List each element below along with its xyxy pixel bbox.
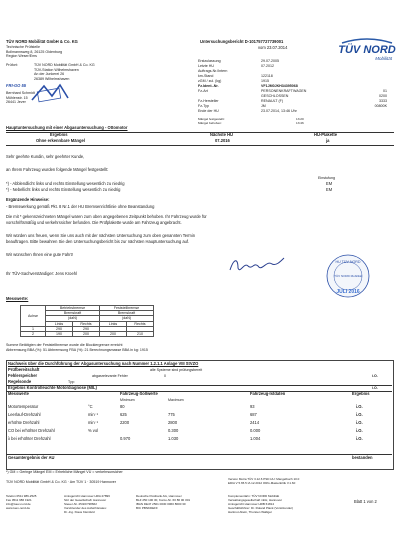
mess-result: i.O. — [356, 436, 363, 441]
hu-section-title: Hauptuntersuchung mit einer Abgasuntersuchung - Ottomotor — [6, 125, 128, 130]
mess-ist: 2414 — [250, 420, 260, 425]
paragraph-line: beauftragen. Bitte bewahren Sie den Untersuchungsbericht bis zur nächsten Hauptuntersuchung auf. — [6, 239, 190, 244]
seal-center: TÜV NORD Mobilität — [334, 274, 362, 278]
vehicle-code: 3333 — [379, 99, 387, 103]
mess-max: 0.300 — [168, 428, 179, 433]
ist-label: Fahrzeug-Istdaten — [250, 391, 286, 396]
tuev-nord-logo — [338, 33, 396, 63]
mess-min: 625 — [120, 412, 127, 417]
version-info: EDIA V 5.65.5 IA 12.2012 ORG-Masterkritik V.1.60 — [228, 481, 296, 485]
finding-grade: EM — [326, 181, 333, 186]
fehler-value: abgasrelevante Fehler — [92, 374, 128, 378]
finding-grade: EM — [326, 187, 333, 192]
table-row — [8, 405, 363, 410]
remarks-title: Ergänzende Hinweise: — [6, 197, 50, 202]
au-total-label: Gesamtergebnis der AU — [8, 455, 55, 460]
footer-col: Amtsgericht Hannover HRA 27896 Sitz der Gesellschaft: Hannover Steuer-Nr. 25/207/38662 Vorsitzender des Aufsichtsrates: Dr.-Ing. Klaus Kleinfeld — [64, 494, 110, 514]
salutation: Sehr geehrte Kundin, sehr geehrter Kunde, — [6, 154, 85, 159]
sender-line: Bollmannsweg 8, 26125 Oldenburg — [6, 49, 63, 54]
mess-max: 775 — [168, 412, 175, 417]
signer: Ihr TÜV-Sachverständiger: Jens Kroehl — [6, 271, 77, 276]
mess-unit: % vol — [88, 428, 99, 433]
brake-table — [20, 305, 154, 337]
info-value: RENAULT (F) — [261, 99, 284, 103]
info-label: Fz-Typ — [198, 104, 209, 108]
table-row — [8, 429, 363, 434]
footer-col: Komplementärin: TÜV NORD Mobilität Verwaltungsgesellschaft mbH, Hannover Amtsgericht Hannover HRB 61814 Geschäftsführer: Dr. Roland Plank (Vorsitzender) Hartmut Abeln, Thorsten Walliger — [228, 494, 294, 514]
pruefort-line: TÜV NORD Mobilität GmbH & Co. KG — [34, 63, 95, 67]
regel-label: Regelsonde — [8, 379, 32, 384]
mess-name: CO bei erhöhter Drehzahl — [8, 428, 55, 433]
regel-value: Typ: — [68, 380, 75, 384]
max-label: Maximum — [168, 398, 184, 402]
cell-axle: 1 — [21, 326, 46, 331]
info-label — [198, 94, 253, 98]
blue-stamp-icon — [30, 82, 70, 106]
mess-min: 0.970 — [120, 436, 131, 441]
footnote: *) GM = Geringe Mängel EM = Erhebliche Mängel VU = verkehrsunsicher — [6, 470, 123, 474]
footer-col: Deutsche Postbank AG, Hannover BLZ 250 100 30, Konto-Nr. 60 86 00 301 IBAN DE47 2501 0030 0060 8600 30 BIC PBNKDEFF — [136, 494, 191, 510]
paragraph-line: Wir würden uns freuen, wenn Sie uns auch mit der nächsten Untersuchung zum oben genannten Termin — [6, 233, 196, 238]
mess-unit: min⁻¹ — [88, 412, 99, 417]
seal-ring: HU TÜV NORD — [335, 260, 361, 264]
hu-plakette: ja — [326, 138, 330, 143]
recipient-stamp: FRI-GO 55 — [6, 83, 27, 88]
mess-max — [168, 405, 250, 410]
col-rechts: Rechts — [73, 321, 100, 326]
mess-result: i.O. — [356, 420, 363, 425]
mess-unit: °C — [88, 404, 93, 409]
cell: 190 — [46, 332, 73, 337]
hu-result: Ohne erkennbare Mängel — [36, 138, 85, 143]
mess-ist: 93 — [250, 404, 255, 409]
mess-result: i.O. — [356, 428, 363, 433]
col-betriebsbremse: Betriebsbremse — [46, 306, 100, 311]
cell: 200 — [100, 332, 127, 337]
hu-col-plakette: HU-Plakette — [314, 132, 337, 137]
recipient-line: Mühlenstr. 15 — [6, 95, 28, 100]
page-number: Blatt 1 von 2 — [354, 499, 377, 504]
info-value: 29.07.2005 — [261, 59, 279, 63]
recipient-line: 26441 Jever — [6, 100, 26, 104]
mess-ist: 1.004 — [250, 436, 261, 441]
soll-label: Fahrzeug-Sollwerte — [120, 391, 158, 396]
sender-company: TÜV NORD Mobilität GmbH & Co. KG — [6, 39, 78, 44]
info-label: Letzte HU — [198, 64, 214, 68]
hu-col-next: Nächste HU — [210, 132, 233, 137]
pruefort-label: Prüfort: — [6, 63, 18, 67]
vehicle-code: 0200 — [379, 94, 387, 98]
pruefort-line: An der Junkerei 26 — [34, 72, 65, 76]
col-rechts: Rechts — [127, 321, 154, 326]
info-value: 23.07.2014, 13:46 Uhr — [261, 109, 297, 113]
mess-name: λ bei erhöhter Drehzahl — [8, 436, 51, 441]
info-label: Ende der HU — [198, 109, 219, 113]
ergebnis-label: Ergebnis — [352, 391, 370, 396]
sub-bremskraft: Bremskraft — [46, 311, 100, 316]
report-title: Untersuchungsbericht D-101757727739001 — [200, 39, 284, 44]
result-io: i.O. — [372, 386, 378, 390]
hu-next: 07.2016 — [215, 138, 230, 143]
table-row — [8, 437, 363, 442]
cell: 290 — [46, 326, 73, 331]
cell: 210 — [127, 332, 154, 337]
mess-max: 2800 — [168, 420, 178, 425]
fehler-label: Fehlerspeicher — [8, 373, 38, 378]
brake-summary: Abbremsung BBA (%): 51 Abbremsung FBA (%): 21 Berechnungsmasse BBA in kg: 1915 — [6, 348, 148, 352]
signature-icon — [226, 254, 286, 278]
brake-summary: Summe Betätigten der Feststellbremse wurde die Blockiergrenze erreicht — [6, 343, 123, 347]
maengel-label: Mängel behoben: — [198, 121, 222, 125]
mess-name: erhöhte Drehzahl — [8, 420, 40, 425]
mess-name: Motortemperatur — [8, 404, 39, 409]
hu-col-result: Ergebnis — [50, 132, 68, 137]
result-io: i.O. — [372, 374, 378, 378]
report-date: vom 23.07.2014 — [258, 45, 288, 50]
hu-plakette-seal — [326, 254, 370, 298]
table-row — [8, 421, 363, 426]
pruef-label: Prüfbereitschaft — [8, 367, 40, 372]
info-value: 07.2012 — [261, 64, 274, 68]
col-links: Links — [46, 321, 73, 326]
maengel-label: Mängel festgestellt: — [198, 117, 225, 121]
finding-text: *) - Abblendlicht links und rechts Einstellung wesentlich zu niedrig — [6, 181, 125, 186]
cell: 200 — [73, 332, 100, 337]
recipient-line: Bernhard Schmidt — [6, 91, 35, 95]
mess-unit: min⁻¹ — [88, 420, 99, 425]
mess-ist: 0.000 — [250, 428, 261, 433]
footer-company: TÜV NORD Mobilität GmbH & Co. KG · Am TÜV 1 · 30519 Hannover — [6, 480, 116, 484]
au-title: Nachweis über die Durchführung der Abgasuntersuchung nach Nummer 1.2.1.1 Anlage VIII StVZO — [8, 361, 199, 366]
recipient-address — [6, 84, 64, 124]
vehicle-code: 01 — [383, 89, 387, 93]
mess-result: i.O. — [356, 404, 363, 409]
logo-subtitle: Mobilität — [375, 56, 392, 61]
findings-intro: an Ihrem Fahrzeug wurden folgende Mängel festgestellt: — [6, 167, 109, 172]
mess-max: 1.030 — [168, 436, 179, 441]
col-links: Links — [100, 321, 127, 326]
closing: Wir wünschen Ihnen eine gute Fahrt! — [6, 252, 73, 257]
cell-axle: 2 — [21, 332, 46, 337]
messwerte-title: Messwerte: — [6, 296, 29, 301]
pruef-value: alle Systeme sind prüfungsbereit — [150, 368, 203, 372]
logo-wordmark: TÜV NORD — [338, 44, 396, 56]
info-label: Fz-Hersteller — [198, 99, 219, 103]
mess-name: Leerlauf-Drehzahl — [8, 412, 41, 417]
fehler-count: 0 — [164, 374, 166, 378]
sub-unit: (daN) — [100, 316, 154, 321]
sub-bremskraft: Bremskraft — [100, 311, 154, 316]
remarks-text: - Bremswerkung gemäß Pkt. 8 Nr.1 der HU Bremsenrichtlinie ohne Beanstandung — [6, 204, 155, 209]
info-label: Fz.Ident.-Nr. — [198, 84, 219, 88]
info-value: VF1JM0JKH34395068 — [261, 84, 298, 88]
paragraph-line: vorschriftsmäßig und verkehrssicher befunden. Die Prüfplakette wurde am Fahrzeug angebracht. — [6, 220, 182, 225]
maengel-value: 13:46 — [296, 121, 304, 125]
pruefort-line: 26389 Wilhelmshaven — [34, 76, 70, 81]
sender-line: Region Weser/Ems — [6, 54, 37, 58]
version-info: Version Motra TÜV 3.12.6 PSD HU: Mangelbuch 10.0 — [228, 477, 300, 481]
mess-ist: 687 — [250, 412, 257, 417]
mess-min — [120, 429, 168, 434]
einstufung-label: Einstufung — [318, 176, 335, 180]
maengel-value: 13:20 — [296, 117, 304, 121]
table-row — [8, 413, 363, 418]
mess-min: 2200 — [120, 420, 130, 425]
vehicle-code: 00800K — [374, 104, 387, 108]
mess-result: i.O. — [356, 412, 363, 417]
sub-unit: (daN) — [46, 316, 100, 321]
paragraph-line: Die mit * gekennzeichneten Mängel waren zum oben angegebenen Zeitpunkt behoben. Ihr Fahrzeug wurde für — [6, 214, 207, 219]
info-value: PERSONENKRAFTWAGEN — [261, 89, 307, 93]
seal-month: JULI 2016 — [336, 289, 360, 295]
col-achse: Achse — [21, 306, 46, 327]
info-value: 1915 — [261, 79, 269, 83]
pruefort-line: TÜV-Station Wilhelmshaven — [34, 67, 79, 72]
kontroll-title: Ergebnis Kontrolleuchte Motordiagnose (MIL) — [8, 385, 97, 390]
sender-line: Technische Prüfstelle — [6, 45, 40, 49]
info-value: JM — [261, 104, 266, 108]
col-feststellbremse: Feststellbremse — [100, 306, 154, 311]
info-label: Auftrags-Nr./Intern — [198, 69, 228, 73]
info-label: km-Stand — [198, 74, 214, 78]
mess-min: 80 — [120, 404, 125, 409]
mess-unit — [88, 437, 120, 442]
table-row — [21, 332, 154, 337]
info-label: Erstzulassung — [198, 59, 221, 63]
min-label: Minimum — [120, 398, 135, 402]
info-label: Fz-Art — [198, 89, 208, 93]
info-value: GESCHLOSSEN — [261, 94, 289, 98]
finding-text: *) - Nebellicht links und rechts Einstellung wesentlich zu niedrig — [6, 187, 121, 192]
mess-label: Messwerte — [8, 391, 29, 396]
au-total-value: bestanden — [352, 455, 373, 460]
info-value: 122118 — [261, 74, 273, 78]
info-label: zGM / zul. (kg) — [198, 79, 222, 83]
cell: 290 — [73, 326, 100, 331]
footer-col: Telefon 0511 986-2525 Fax 0511 986 1921 info@tuev-nord.de www.tuev-nord.de — [6, 494, 37, 510]
